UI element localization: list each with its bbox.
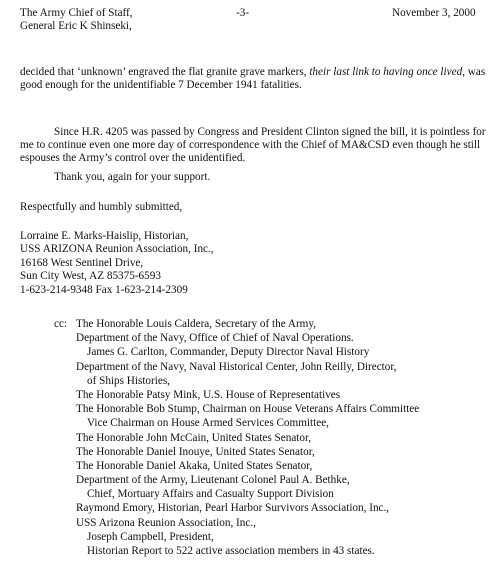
- cc-line: Vice Chairman on House Armed Services Committee,: [87, 417, 329, 430]
- cc-line: The Honorable Daniel Inouye, United States Senator,: [76, 445, 315, 458]
- signature-block: [20, 230, 214, 297]
- signature-line: USS ARIZONA Reunion Association, Inc.,: [20, 243, 214, 256]
- recipient-block: [20, 7, 133, 33]
- paragraph-continued-text-b: , was good enough for the unidentifiable 7 December 1941 fatalities.: [20, 66, 486, 92]
- cc-list: [76, 318, 419, 559]
- signature-line: 16168 West Sentinel Drive,: [20, 256, 144, 269]
- cc-line: Raymond Emory, Historian, Pearl Harbor Survivors Association, Inc.,: [76, 502, 390, 515]
- cc-line: Historian Report to 522 active association members in 43 states.: [87, 545, 375, 557]
- cc-line: The Honorable John McCain, United States Senator,: [76, 431, 312, 444]
- signature-line: Lorraine E. Marks-Haislip, Historian,: [20, 230, 189, 242]
- thanks-line: Thank you, again for your support.: [54, 171, 211, 183]
- cc-line: of Ships Histories,: [87, 374, 170, 387]
- cc-line: The Honorable Daniel Akaka, United States Senator,: [76, 459, 313, 472]
- cc-line: Joseph Campbell, President,: [87, 530, 214, 543]
- page-number: -3-: [236, 7, 250, 19]
- letter-date: November 3, 2000: [392, 7, 476, 19]
- cc-line: Chief, Mortuary Affairs and Casualty Support Division: [87, 488, 334, 501]
- cc-line: Department of the Navy, Office of Chief of Naval Operations.: [76, 332, 354, 345]
- cc-line: The Honorable Patsy Mink, U.S. House of Representatives: [76, 388, 341, 401]
- paragraph-continued: [20, 66, 490, 92]
- signature-line: Sun City West, AZ 85375-6593: [20, 270, 161, 283]
- cc-line: Department of the Army, Lieutenant Colonel Paul A. Bethke,: [76, 474, 350, 487]
- recipient-line-1: The Army Chief of Staff,: [20, 7, 133, 19]
- closing-line: Respectfully and humbly submitted,: [20, 201, 183, 213]
- cc-line: The Honorable Louis Caldera, Secretary of the Army,: [76, 318, 317, 330]
- recipient-line-2: General Eric K Shinseki,: [20, 20, 132, 33]
- signature-line: 1-623-214-9348 Fax 1-623-214-2309: [20, 283, 188, 296]
- paragraph-continued-text-a: decided that ‘unknown’ engraved the flat granite grave markers,: [20, 66, 310, 78]
- paragraph-continued-emphasis: their last link to having once lived: [309, 66, 463, 78]
- cc-line: The Honorable Bob Stump, Chairman on House Veterans Affairs Committee: [76, 403, 420, 416]
- cc-label: cc:: [54, 318, 68, 330]
- cc-line: Department of the Navy, Naval Historical Center, John Reilly, Director,: [76, 360, 397, 373]
- cc-line: James G. Carlton, Commander, Deputy Director Naval History: [87, 346, 370, 359]
- cc-line: USS Arizona Reunion Association, Inc.,: [76, 516, 256, 529]
- paragraph-hr4205: Since H.R. 4205 was passed by Congress and President Clinton signed the bill, it is pointless for me to continue even one more day of correspondence with the Chief of MA&CSD even though he still espouses the Army’s control over the unidentified.: [20, 126, 486, 165]
